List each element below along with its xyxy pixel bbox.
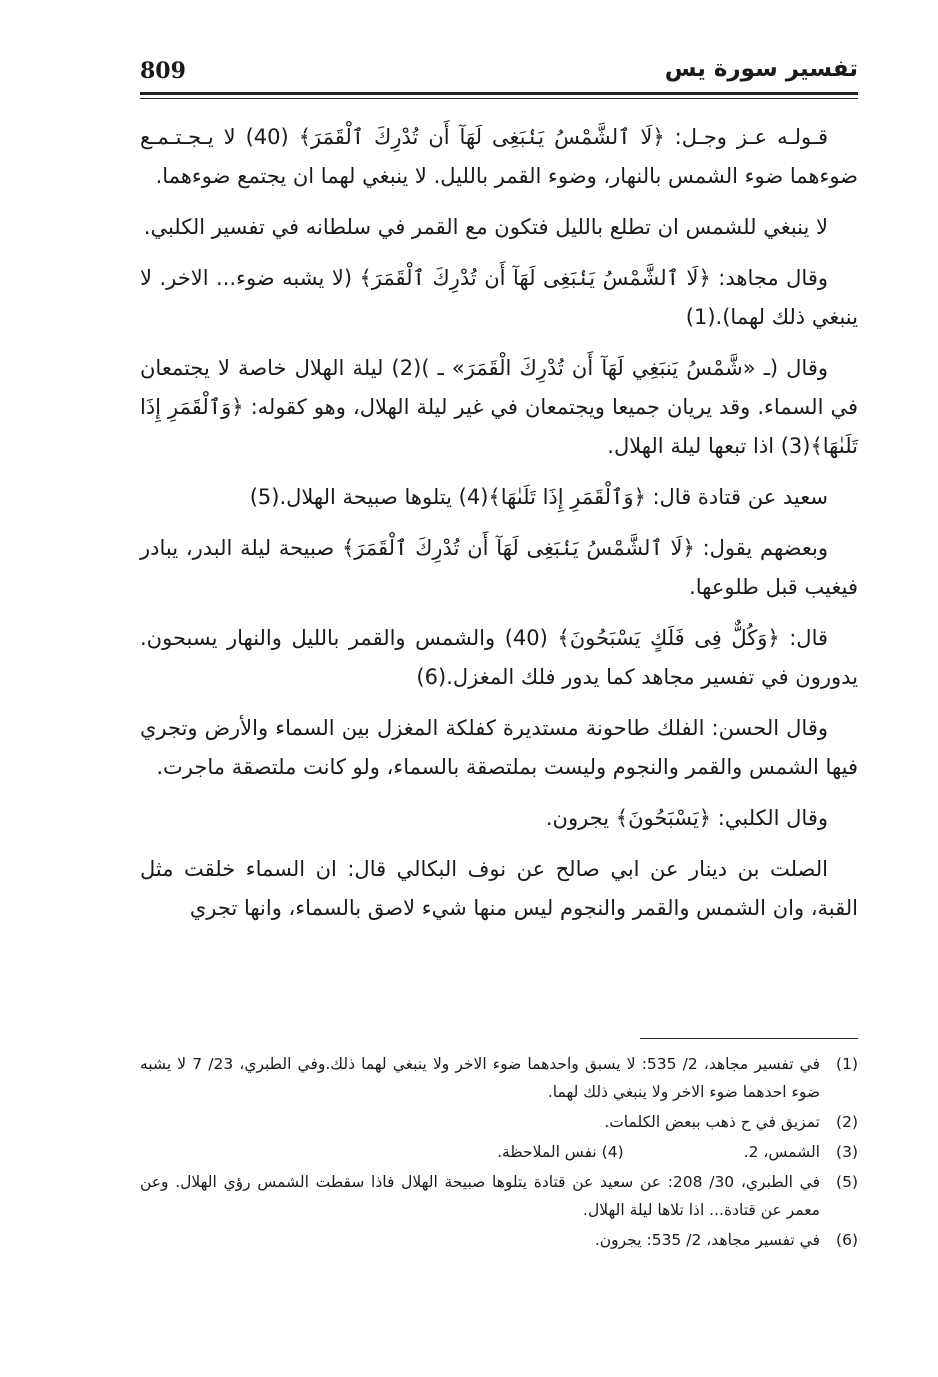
header-rule-thin bbox=[140, 98, 858, 99]
body-text bbox=[140, 118, 858, 940]
paragraph: الصلت بن دينار عن ابي صالح عن نوف البكالي قال: ان السماء خلقت مثل القبة، وان الشمس والقمر والنجوم ليس منها شيء لاصق بالسماء، وانها تجري bbox=[140, 857, 858, 920]
running-title: تفسير سورة يس bbox=[664, 56, 858, 82]
footnote-4 bbox=[497, 1138, 624, 1166]
paragraph: قـولـه عـز وجـل: ﴿لَا ٱلشَّمْسُ يَنۢبَغِى لَهَآ أَن تُدْرِكَ ٱلْقَمَرَ﴾ (40) لا يـجـتـمـع ضوءهما ضوء الشمس بالنهار، وضوء القمر بالليل. لا ينبغي لهما ان يجتمع ضوءهما. bbox=[140, 125, 858, 188]
footnote-number: (1) bbox=[836, 1055, 858, 1073]
paragraph: قال: ﴿وَكُلٌّ فِى فَلَكٍ يَسْبَحُونَ﴾ (40) والشمس والقمر بالليل والنهار يسبحون. يدورون في تفسير مجاهد كما يدور فلك المغزل.(6) bbox=[140, 626, 858, 689]
footnote-text: في تفسير مجاهد، 2/ 535: لا يسبق واحدهما ضوء الاخر ولا ينبغي لهما ذلك.وفي الطبري، 23/ 7 لا يشبه ضوء احدهما ضوء الاخر ولا ينبغي ذلك لهما. bbox=[140, 1055, 821, 1101]
paragraph: وقال مجاهد: ﴿لَا ٱلشَّمْسُ يَنۢبَغِى لَهَآ أَن تُدْرِكَ ٱلْقَمَرَ﴾ (لا يشبه ضوء... الاخر. لا ينبغي ذلك لهما).(1) bbox=[140, 266, 858, 329]
paragraph: وبعضهم يقول: ﴿لَا ٱلشَّمْسُ يَنۢبَغِى لَهَآ أَن تُدْرِكَ ٱلْقَمَرَ﴾ صبيحة ليلة البدر، يبادر فيغيب قبل طلوعها. bbox=[140, 536, 858, 599]
footnote-5 bbox=[140, 1168, 858, 1224]
paragraph: وقال (ـ «شَّمْسُ يَنبَغِي لَهَآ أَن تُدْرِكَ الْقَمَرَ» ـ )(2) ليلة الهلال خاصة لا يجتمعان في السماء. وقد يريان جميعا ويجتمعان في غير ليلة الهلال، وهو كقوله: ﴿وَٱلْقَمَرِ إِذَا تَلَىٰهَا﴾(3) اذا تبعها ليلة الهلال. bbox=[140, 356, 858, 458]
footnote-text: نفس الملاحظة. bbox=[497, 1143, 597, 1161]
footnote-6 bbox=[140, 1226, 858, 1254]
page-number: 809 bbox=[140, 58, 186, 84]
footnotes bbox=[140, 1050, 858, 1256]
footnote-separator bbox=[640, 1038, 858, 1039]
footnote-number: (6) bbox=[836, 1231, 858, 1249]
footnote-text: تمزيق في ح ذهب ببعض الكلمات. bbox=[604, 1113, 820, 1131]
footnote-number: (2) bbox=[836, 1113, 858, 1131]
footnote-text: في تفسير مجاهد، 2/ 535: يجرون. bbox=[594, 1231, 820, 1249]
footnote-pair bbox=[140, 1138, 820, 1166]
paragraph: وقال الكلبي: ﴿يَسْبَحُونَ﴾ يجرون. bbox=[545, 806, 828, 830]
footnote-number: (5) bbox=[836, 1173, 858, 1191]
footnote-number: (3) bbox=[836, 1143, 858, 1161]
paragraph: لا ينبغي للشمس ان تطلع بالليل فتكون مع القمر في سلطانه في تفسير الكلبي. bbox=[143, 215, 828, 239]
footnote-text: الشمس، 2. bbox=[743, 1143, 820, 1161]
page-header bbox=[140, 56, 858, 92]
footnote-3-4 bbox=[140, 1138, 858, 1166]
footnote-1 bbox=[140, 1050, 858, 1106]
paragraph: وقال الحسن: الفلك طاحونة مستديرة كفلكة المغزل بين السماء والأرض وتجري فيها الشمس والقمر والنجوم وليست بملتصقة بالسماء، ولو كانت ملتصقة ماجرت. bbox=[140, 716, 858, 779]
footnote-text: في الطبري، 30/ 208: عن سعيد عن قتادة يتلوها صبيحة الهلال فاذا سقطت الشمس رؤي الهلال. وعن معمر عن قتادة... اذا تلاها ليلة الهلال. bbox=[140, 1173, 820, 1219]
footnote-2 bbox=[140, 1108, 858, 1136]
header-rule-thick bbox=[140, 92, 858, 95]
paragraph: سعيد عن قتادة قال: ﴿وَٱلْقَمَرِ إِذَا تَلَىٰهَا﴾(4) يتلوها صبيحة الهلال.(5) bbox=[249, 485, 828, 509]
footnote-number: (4) bbox=[601, 1143, 624, 1161]
